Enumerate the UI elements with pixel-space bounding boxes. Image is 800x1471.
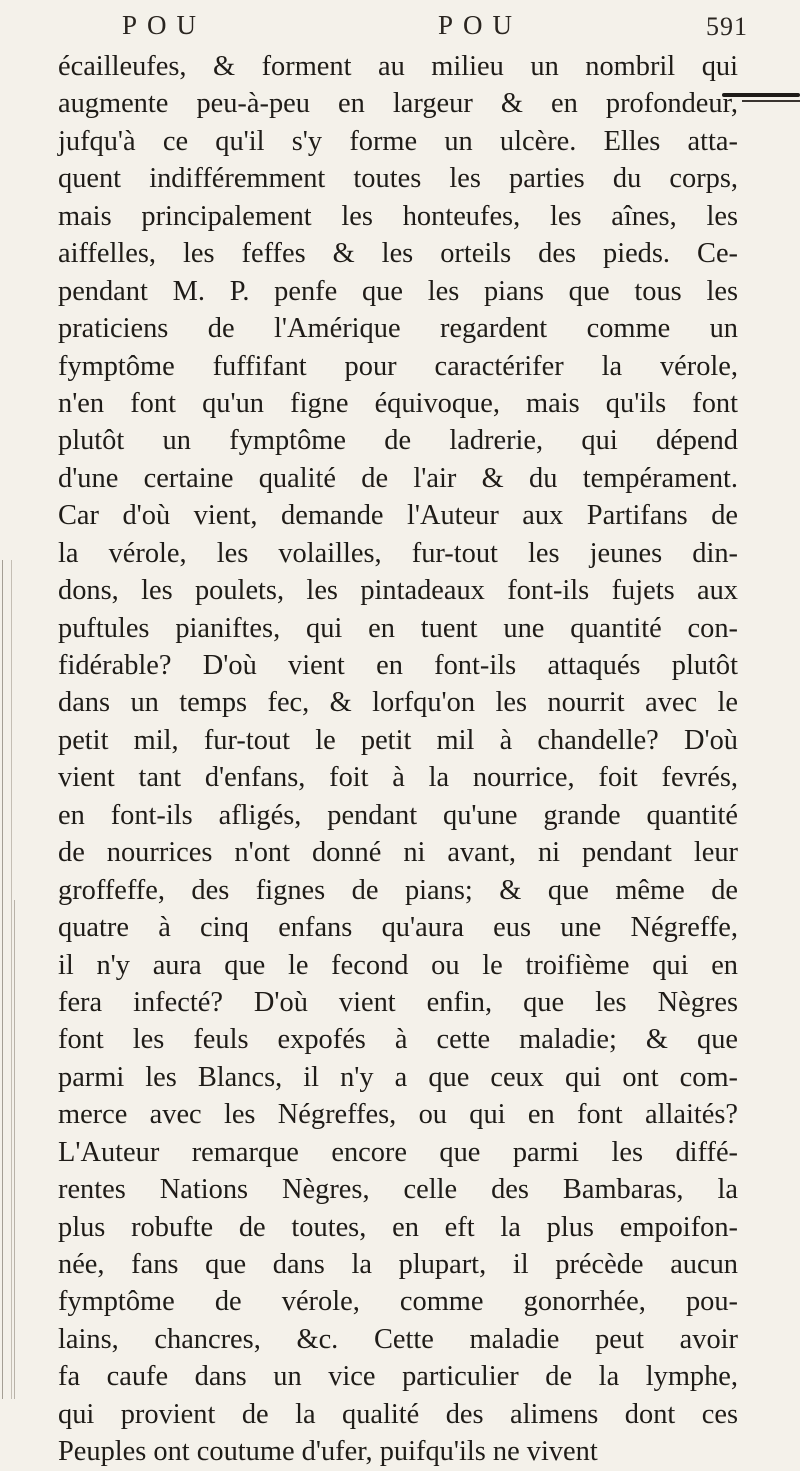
text-line: dans un temps fec, & lorfqu'on les nourrit avec le <box>58 687 738 719</box>
text-line: n'en font qu'un figne équivoque, mais qu'ils font <box>58 387 738 419</box>
text-line: font les feuls expofés à cette maladie; & que <box>58 1024 738 1056</box>
text-line: rentes Nations Nègres, celle des Bambaras, la <box>58 1174 738 1206</box>
text-line: fa caufe dans un vice particulier de la lymphe, <box>58 1361 738 1393</box>
text-line: lains, chancres, &c. Cette maladie peut avoir <box>58 1323 738 1355</box>
text-line: plus robufte de toutes, en eft la plus empoifon- <box>58 1211 738 1243</box>
text-line: plutôt un fymptôme de ladrerie, qui dépend <box>58 425 738 457</box>
text-line: en font-ils afligés, pendant qu'une grande quantité <box>58 799 738 831</box>
text-line: praticiens de l'Amérique regardent comme un <box>58 313 738 345</box>
running-head-right: POU <box>438 10 523 40</box>
text-line: pendant M. P. penfe que les pians que tous les <box>58 275 738 307</box>
page-number: 591 <box>706 12 748 41</box>
text-line: fidérable? D'où vient en font-ils attaqués plutôt <box>58 650 738 681</box>
running-header <box>0 10 800 50</box>
text-line: la vérole, les volailles, fur-tout les jeunes din- <box>58 537 738 569</box>
text-line: Car d'où vient, demande l'Auteur aux Partifans de <box>58 500 738 532</box>
margin-rule-secondary <box>742 100 800 102</box>
text-line: aiffelles, les feffes & les orteils des pieds. Ce- <box>58 238 738 270</box>
text-line: dons, les poulets, les pintadeaux font-ils fujets aux <box>58 575 738 607</box>
text-line: de nourrices n'ont donné ni avant, ni pendant leur <box>58 837 738 869</box>
text-line: fymptôme fuffifant pour caractérifer la vérole, <box>58 350 738 382</box>
text-line: petit mil, fur-tout le petit mil à chandelle? D'où <box>58 724 738 756</box>
text-line: groffeffe, des fignes de pians; & que même de <box>58 874 738 906</box>
text-line: écailleufes, & forment au milieu un nombril qui <box>58 51 738 82</box>
text-line: puftules pianiftes, qui en tuent une quantité con- <box>58 612 738 644</box>
text-line: fymptôme de vérole, comme gonorrhée, pou- <box>58 1286 738 1318</box>
text-line: née, fans que dans la plupart, il précède aucun <box>58 1249 738 1280</box>
text-line: il n'y aura que le fecond ou le troifième qui en <box>58 949 738 981</box>
text-line: quatre à cinq enfans qu'aura eus une Négreffe, <box>58 912 738 944</box>
text-line: merce avec les Négreffes, ou qui en font allaités? <box>58 1099 738 1131</box>
text-line: augmente peu-à-peu en largeur & en profondeur, <box>58 88 738 120</box>
text-line: jufqu'à ce qu'il s'y forme un ulcère. Elles atta- <box>58 125 738 157</box>
text-line: parmi les Blancs, il n'y a que ceux qui ont com- <box>58 1061 738 1093</box>
running-head-left: POU <box>122 10 207 40</box>
binding-edge <box>2 560 12 1399</box>
text-line: Peuples ont coutume d'ufer, puifqu'ils ne vivent <box>58 1436 598 1468</box>
text-line: mais principalement les honteufes, les aînes, les <box>58 200 738 232</box>
binding-shadow <box>14 900 15 1399</box>
text-line: L'Auteur remarque encore que parmi les diffé- <box>58 1136 738 1168</box>
text-line: d'une certaine qualité de l'air & du tempérament. <box>58 462 738 494</box>
text-line: fera infecté? D'où vient enfin, que les Nègres <box>58 986 738 1018</box>
text-line: quent indifféremment toutes les parties du corps, <box>58 163 738 195</box>
body-text <box>58 48 738 1471</box>
text-line: vient tant d'enfans, foit à la nourrice, foit fevrés, <box>58 762 738 794</box>
text-line: qui provient de la qualité des alimens dont ces <box>58 1398 738 1430</box>
